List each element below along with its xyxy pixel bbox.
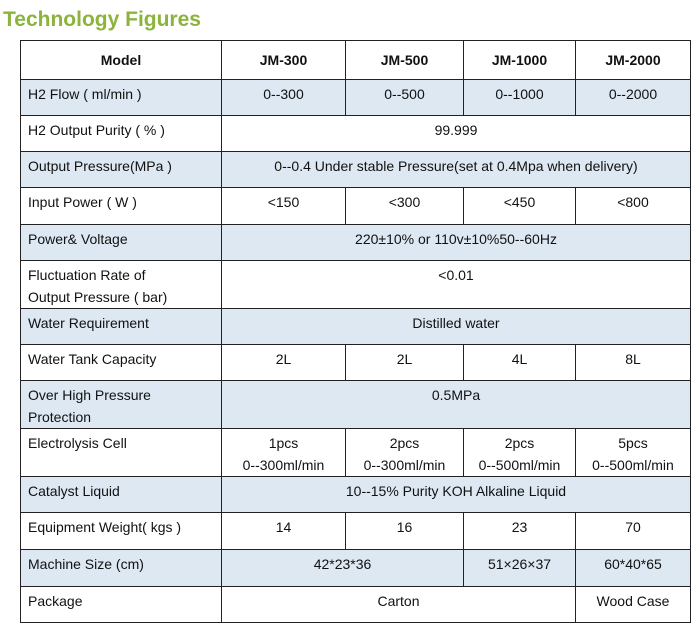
header-row (21, 41, 691, 80)
table-row (21, 477, 691, 513)
page-title: Technology Figures (3, 8, 201, 31)
cell-value: 10--15% Purity KOH Alkaline Liquid (222, 477, 691, 513)
cell-value: 60*40*65 (576, 550, 691, 587)
header-model-jm1000: JM-1000 (464, 41, 576, 80)
header-model-jm2000: JM-2000 (576, 41, 691, 80)
header-model-jm300: JM-300 (222, 41, 346, 80)
cell-value: <800 (576, 188, 691, 225)
table-row (21, 550, 691, 587)
cell-value: 0--1000 (464, 80, 576, 116)
row-label-line: Over High Pressure (28, 387, 151, 403)
cell-value: 70 (576, 513, 691, 550)
table-row (21, 429, 691, 477)
row-label: Equipment Weight( kgs ) (21, 513, 222, 550)
table-row (21, 80, 691, 116)
spec-table (20, 40, 691, 623)
cell-value: 42*23*36 (222, 550, 464, 587)
cell-value: 0--0.4 Under stable Pressure(set at 0.4Mpa when delivery) (222, 152, 691, 188)
row-label: Catalyst Liquid (21, 477, 222, 513)
cell-line: 2pcs (504, 435, 535, 451)
table-row (21, 188, 691, 225)
table-row (21, 345, 691, 381)
row-label: Electrolysis Cell (21, 429, 222, 477)
cell-line: 0--500ml/min (478, 457, 561, 473)
cell-value: 8L (576, 345, 691, 381)
cell-value (222, 429, 346, 477)
row-label: H2 Output Purity ( % ) (21, 116, 222, 152)
table-row (21, 513, 691, 550)
row-label: H2 Flow ( ml/min ) (21, 80, 222, 116)
table-row (21, 381, 691, 429)
cell-value: <0.01 (222, 261, 691, 309)
cell-value: 0.5MPa (222, 381, 691, 429)
cell-value (346, 429, 464, 477)
table-row (21, 309, 691, 345)
row-label: Input Power ( W ) (21, 188, 222, 225)
row-label (21, 381, 222, 429)
cell-line: 0--300ml/min (363, 457, 446, 473)
cell-value: 0--500 (346, 80, 464, 116)
cell-line: 0--500ml/min (592, 457, 674, 473)
cell-value: 4L (464, 345, 576, 381)
row-label: Water Requirement (21, 309, 222, 345)
cell-value: Carton (222, 587, 576, 623)
cell-line: 2pcs (389, 435, 420, 451)
table-row (21, 225, 691, 261)
header-model-jm500: JM-500 (346, 41, 464, 80)
cell-value: 16 (346, 513, 464, 550)
cell-line: 1pcs (268, 435, 299, 451)
table-row (21, 587, 691, 623)
row-label: Output Pressure(MPa ) (21, 152, 222, 188)
cell-value: <300 (346, 188, 464, 225)
cell-value: 2L (346, 345, 464, 381)
cell-value: Wood Case (576, 587, 691, 623)
row-label-line: Fluctuation Rate of (28, 267, 146, 283)
table-row (21, 152, 691, 188)
cell-value: Distilled water (222, 309, 691, 345)
cell-value: <150 (222, 188, 346, 225)
cell-value: <450 (464, 188, 576, 225)
cell-value: 99.999 (222, 116, 691, 152)
row-label-line: Protection (28, 409, 92, 425)
row-label: Package (21, 587, 222, 623)
cell-value: 23 (464, 513, 576, 550)
cell-value: 0--2000 (576, 80, 691, 116)
row-label: Water Tank Capacity (21, 345, 222, 381)
cell-value: 0--300 (222, 80, 346, 116)
cell-value: 2L (222, 345, 346, 381)
table-row (21, 261, 691, 309)
row-label-line: Output Pressure ( bar) (28, 289, 168, 305)
cell-value: 220±10% or 110v±10%50--60Hz (222, 225, 691, 261)
row-label: Power& Voltage (21, 225, 222, 261)
header-label: Model (21, 41, 222, 80)
cell-value (464, 429, 576, 477)
cell-value: 14 (222, 513, 346, 550)
cell-value: 51×26×37 (464, 550, 576, 587)
cell-line: 5pcs (618, 435, 648, 451)
cell-line: 0--300ml/min (242, 457, 325, 473)
cell-value (576, 429, 691, 477)
table-row (21, 116, 691, 152)
row-label (21, 261, 222, 309)
row-label: Machine Size (cm) (21, 550, 222, 587)
